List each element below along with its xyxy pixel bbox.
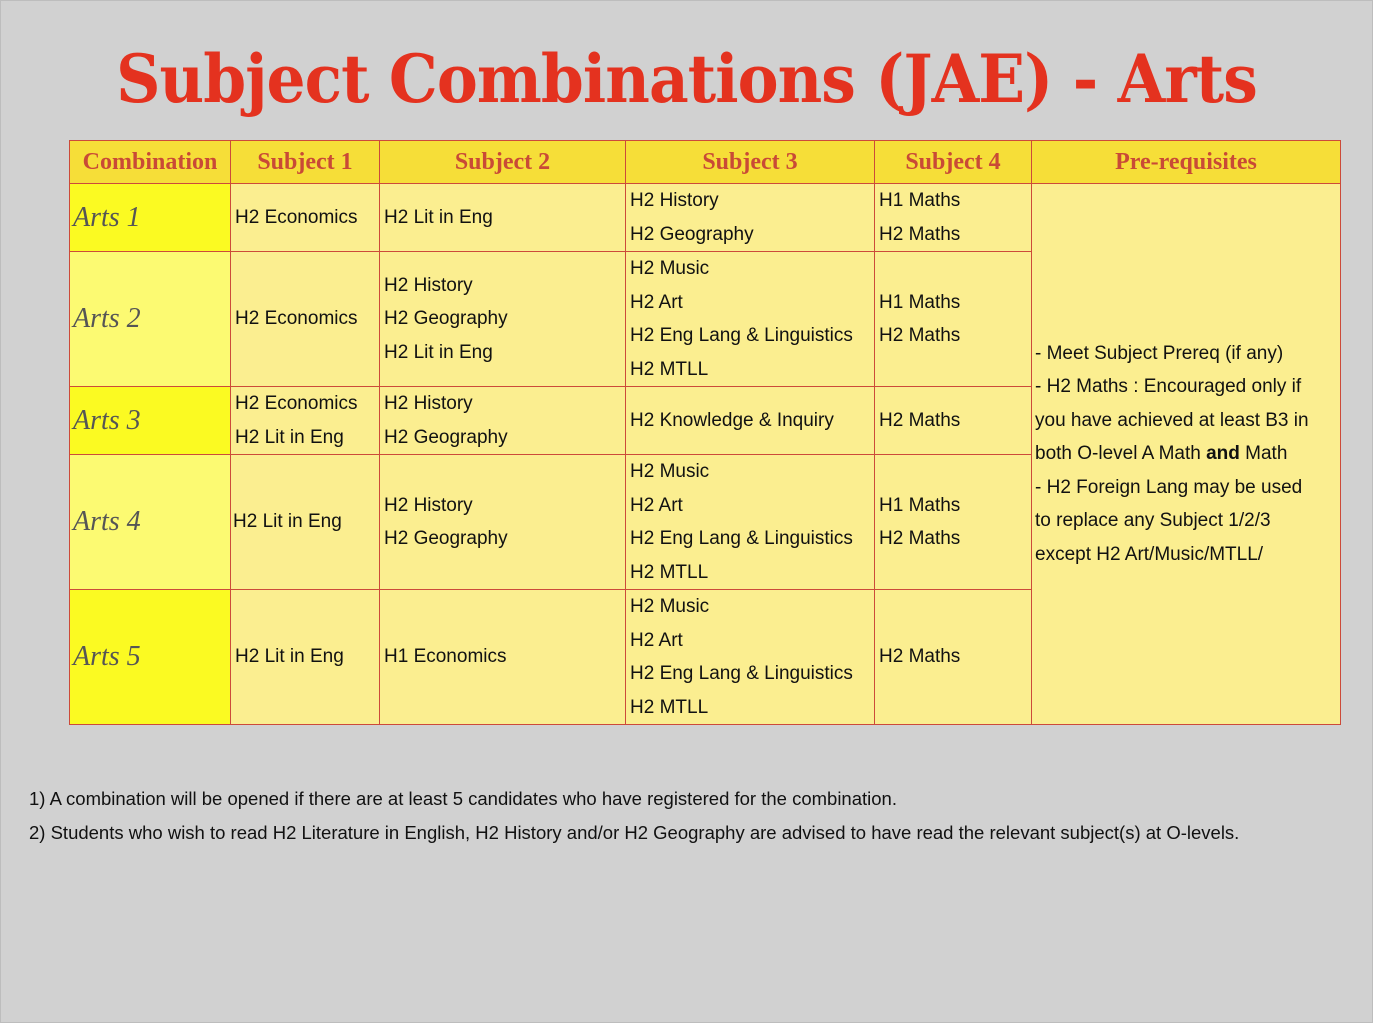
- subject2-cell: [380, 590, 626, 725]
- prereq-line: to replace any Subject 1/2/3: [1035, 510, 1271, 532]
- prereq-line: [1035, 437, 1337, 471]
- subject-item: H1 Economics: [384, 646, 507, 668]
- subject-item: H2 Lit in Eng: [233, 511, 342, 533]
- prereq-line: - H2 Foreign Lang may be used: [1035, 476, 1303, 498]
- header-prerequisites: Pre-requisites: [1032, 141, 1341, 184]
- subject-item: H2 Maths: [879, 223, 961, 245]
- subject-item: H2 Geography: [384, 426, 508, 448]
- header-subject4: Subject 4: [875, 141, 1032, 184]
- subject4-cell: [875, 590, 1032, 725]
- subject-item: H2 Lit in Eng: [235, 426, 344, 448]
- subject4-cell: [875, 387, 1032, 455]
- subject-item: H2 History: [384, 274, 473, 296]
- subject3-cell: [626, 184, 875, 252]
- subject-item: H2 Maths: [879, 409, 961, 431]
- footnote-1: 1) A combination will be opened if there are at least 5 candidates who have registered for the combination.: [29, 788, 897, 809]
- header-combination: Combination: [70, 141, 231, 184]
- subject-item: H2 Art: [630, 494, 683, 516]
- prereq-line: except H2 Art/Music/MTLL/: [1035, 543, 1264, 565]
- subject-item: H2 Lit in Eng: [384, 206, 493, 228]
- subject1-cell: [231, 590, 380, 725]
- combination-name: Arts 4: [70, 455, 231, 590]
- subject1-cell: [231, 387, 380, 455]
- subject3-cell: [626, 252, 875, 387]
- subject2-cell: [380, 455, 626, 590]
- subject2-cell: [380, 252, 626, 387]
- subject3-cell: [626, 387, 875, 455]
- subject-item: H2 Eng Lang & Linguistics: [630, 325, 853, 346]
- subject-item: H2 Music: [630, 258, 710, 279]
- prereq-bold-text: and: [1206, 443, 1240, 465]
- subject-item: H2 Maths: [879, 528, 961, 549]
- subject-item: H2 Art: [630, 291, 683, 313]
- subject2-cell: [380, 184, 626, 252]
- subject2-cell: [380, 387, 626, 455]
- subject-item: H2 Music: [630, 461, 710, 482]
- prereq-line: you have achieved at least B3 in: [1035, 409, 1309, 431]
- combinations-table: [69, 140, 1341, 725]
- prereq-text: Math: [1239, 443, 1288, 465]
- subject-item: H2 Economics: [235, 393, 358, 414]
- subject4-cell: [875, 455, 1032, 590]
- subject-item: H2 Geography: [630, 223, 754, 245]
- combination-name: Arts 1: [70, 184, 231, 252]
- subject-item: H2 History: [630, 190, 719, 211]
- footnote-2: 2) Students who wish to read H2 Literature in English, H2 History and/or H2 Geography are advised to have read the relevant subject(s) at O-levels.: [29, 822, 1240, 843]
- subject1-cell: [231, 252, 380, 387]
- header-row: [70, 141, 1341, 184]
- subject1-cell: [231, 455, 380, 590]
- subject1-cell: [231, 184, 380, 252]
- subject-item: H1 Maths: [879, 494, 961, 516]
- subject-item: H2 MTLL: [630, 696, 709, 718]
- prereq-line: - H2 Maths : Encouraged only if: [1035, 376, 1302, 398]
- subject-item: H2 Knowledge & Inquiry: [630, 409, 834, 431]
- subject-item: H2 Music: [630, 596, 710, 617]
- footnotes: [29, 782, 1239, 850]
- subject-item: H2 Eng Lang & Linguistics: [630, 663, 853, 684]
- subject-item: H2 Geography: [384, 308, 508, 330]
- subject-item: H2 Eng Lang & Linguistics: [630, 528, 853, 549]
- prerequisites-cell: [1032, 184, 1341, 725]
- header-subject2: Subject 2: [380, 141, 626, 184]
- subject-item: H1 Maths: [879, 291, 961, 313]
- subject-item: H2 Lit in Eng: [235, 646, 344, 668]
- subject3-cell: [626, 455, 875, 590]
- subject-item: H1 Maths: [879, 190, 961, 211]
- page-title: Subject Combinations (JAE) - Arts: [116, 40, 1257, 118]
- subject-item: H2 Geography: [384, 528, 508, 549]
- prereq-line: - Meet Subject Prereq (if any): [1035, 342, 1284, 364]
- combination-name: Arts 2: [70, 252, 231, 387]
- header-subject1: Subject 1: [231, 141, 380, 184]
- subject3-cell: [626, 590, 875, 725]
- subject-item: H2 Maths: [879, 646, 961, 668]
- subject-item: H2 History: [384, 393, 473, 414]
- header-subject3: Subject 3: [626, 141, 875, 184]
- subject4-cell: [875, 252, 1032, 387]
- subject-item: H2 MTLL: [630, 358, 709, 380]
- subject-item: H2 History: [384, 494, 473, 516]
- subject-item: H2 Maths: [879, 325, 961, 346]
- subject-item: H2 Art: [630, 629, 683, 651]
- combination-name: Arts 3: [70, 387, 231, 455]
- prereq-text: both O-level A Math: [1035, 443, 1207, 465]
- table-row: [70, 184, 1341, 252]
- subject-item: H2 Lit in Eng: [384, 341, 493, 363]
- subject-item: H2 MTLL: [630, 561, 709, 583]
- combination-name: Arts 5: [70, 590, 231, 725]
- subject4-cell: [875, 184, 1032, 252]
- subject-item: H2 Economics: [235, 308, 358, 330]
- subject-item: H2 Economics: [235, 206, 358, 228]
